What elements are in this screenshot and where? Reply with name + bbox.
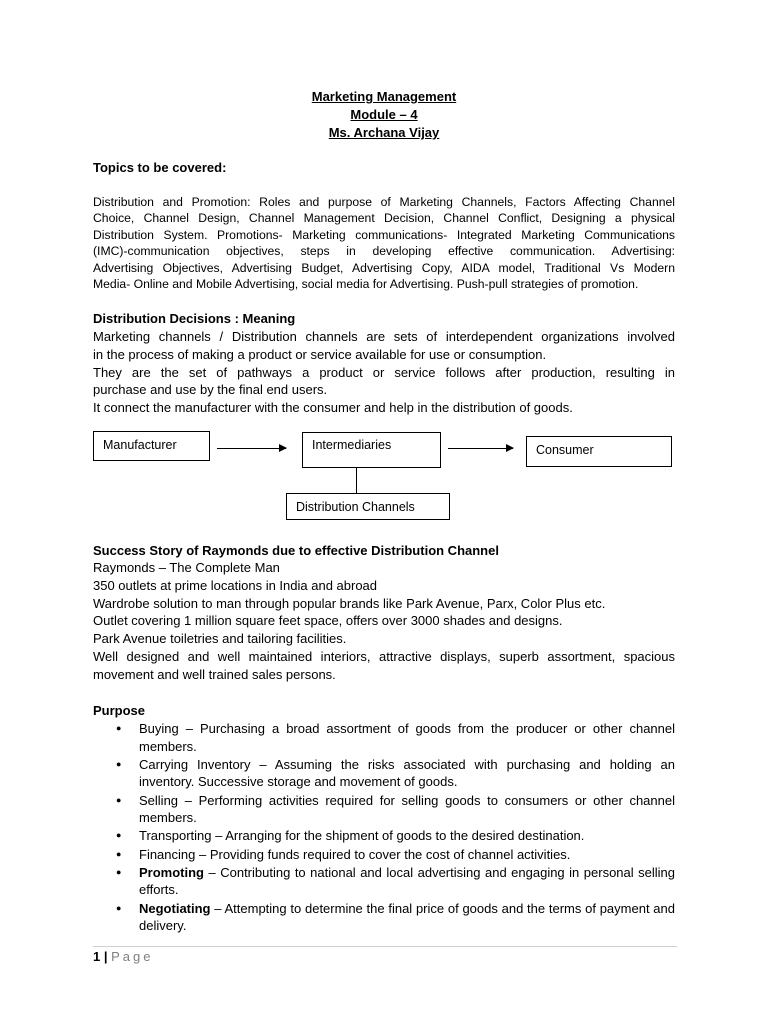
list-item: ● Selling – Performing activities required for selling goods to consumers or other channel members. bbox=[93, 792, 675, 827]
arrow-right-icon bbox=[217, 448, 286, 449]
topics-line: Advertising Objectives, Advertising Budget, Advertising Copy, AIDA model, Traditional Vs Modern bbox=[93, 260, 675, 275]
list-item: ● Buying – Purchasing a broad assortment of goods from the producer or other channel members. bbox=[93, 720, 675, 755]
list-item: ● Financing – Providing funds required to cover the cost of channel activities. bbox=[93, 846, 675, 864]
success-line: Park Avenue toiletries and tailoring facilities. bbox=[93, 631, 347, 647]
success-line: Well designed and well maintained interiors, attractive displays, superb assortment, spacious bbox=[93, 648, 675, 664]
page-footer bbox=[93, 949, 154, 964]
list-item: ● Promoting – Contributing to national and local advertising and engaging in personal selling efforts. bbox=[93, 864, 675, 899]
author-name: Ms. Archana Vijay bbox=[328, 125, 440, 140]
manufacturer-box: Manufacturer bbox=[93, 431, 210, 461]
distribution-paragraph bbox=[93, 328, 675, 417]
intermediaries-box: Intermediaries bbox=[302, 432, 441, 468]
topics-line: Distribution and Promotion: Roles and purpose of Marketing Channels, Factors Affecting Channel bbox=[93, 195, 675, 209]
list-item: ● Transporting – Arranging for the shipment of goods to the desired destination. bbox=[93, 827, 675, 845]
topics-line: Media- Online and Mobile Advertising, social media for Advertising. Push-pull strategies of promotion. bbox=[93, 277, 639, 292]
distribution-line: It connect the manufacturer with the consumer and help in the distribution of goods. bbox=[93, 400, 573, 416]
distribution-line: purchase and use by the final end users. bbox=[93, 382, 328, 398]
footer-separator: | bbox=[103, 949, 108, 964]
distribution-channels-box: Distribution Channels bbox=[286, 493, 450, 520]
connector-line bbox=[356, 468, 357, 493]
topics-line: Choice, Channel Design, Channel Management Decision, Channel Conflict, Designing a physical bbox=[93, 211, 675, 226]
distribution-heading: Distribution Decisions : Meaning bbox=[93, 311, 296, 326]
topics-paragraph bbox=[93, 194, 675, 292]
success-line: movement and well trained sales persons. bbox=[93, 666, 336, 682]
distribution-line: They are the set of pathways a product or service follows after production, resulting in bbox=[93, 364, 675, 380]
module-label: Module – 4 bbox=[350, 107, 418, 122]
topics-line: Distribution System. Promotions- Marketing communications- Integrated Marketing Communications bbox=[93, 227, 675, 242]
success-line: Raymonds – The Complete Man bbox=[93, 560, 280, 575]
success-line: Outlet covering 1 million square feet space, offers over 3000 shades and designs. bbox=[93, 613, 563, 629]
consumer-box: Consumer bbox=[526, 436, 672, 467]
distribution-line: in the process of making a product or service available for use or consumption. bbox=[93, 346, 547, 362]
footer-divider bbox=[93, 946, 677, 947]
list-item: ● Negotiating – Attempting to determine the final price of goods and the terms of payment and delivery. bbox=[93, 900, 675, 935]
purpose-heading: Purpose bbox=[93, 703, 146, 718]
success-line: 350 outlets at prime locations in India and abroad bbox=[93, 577, 378, 593]
arrow-right-icon bbox=[448, 448, 513, 449]
page-number: 1 bbox=[93, 949, 101, 964]
list-item: ● Carrying Inventory – Assuming the risks associated with purchasing and holding an inventory. Successive storage and movement of goods. bbox=[93, 756, 675, 791]
topics-heading: Topics to be covered: bbox=[93, 160, 227, 175]
document-title: Marketing Management bbox=[311, 89, 457, 104]
success-line: Wardrobe solution to man through popular brands like Park Avenue, Parx, Color Plus etc. bbox=[93, 595, 606, 611]
success-paragraph bbox=[93, 559, 675, 684]
topics-line: (IMC)-communication objectives, steps in developing effective communication. Advertising: bbox=[93, 244, 675, 259]
distribution-line: Marketing channels / Distribution channels are sets of interdependent organizations involved bbox=[93, 329, 675, 344]
success-heading: Success Story of Raymonds due to effective Distribution Channel bbox=[93, 543, 499, 558]
page-label: Page bbox=[111, 949, 154, 964]
purpose-list bbox=[93, 720, 675, 935]
